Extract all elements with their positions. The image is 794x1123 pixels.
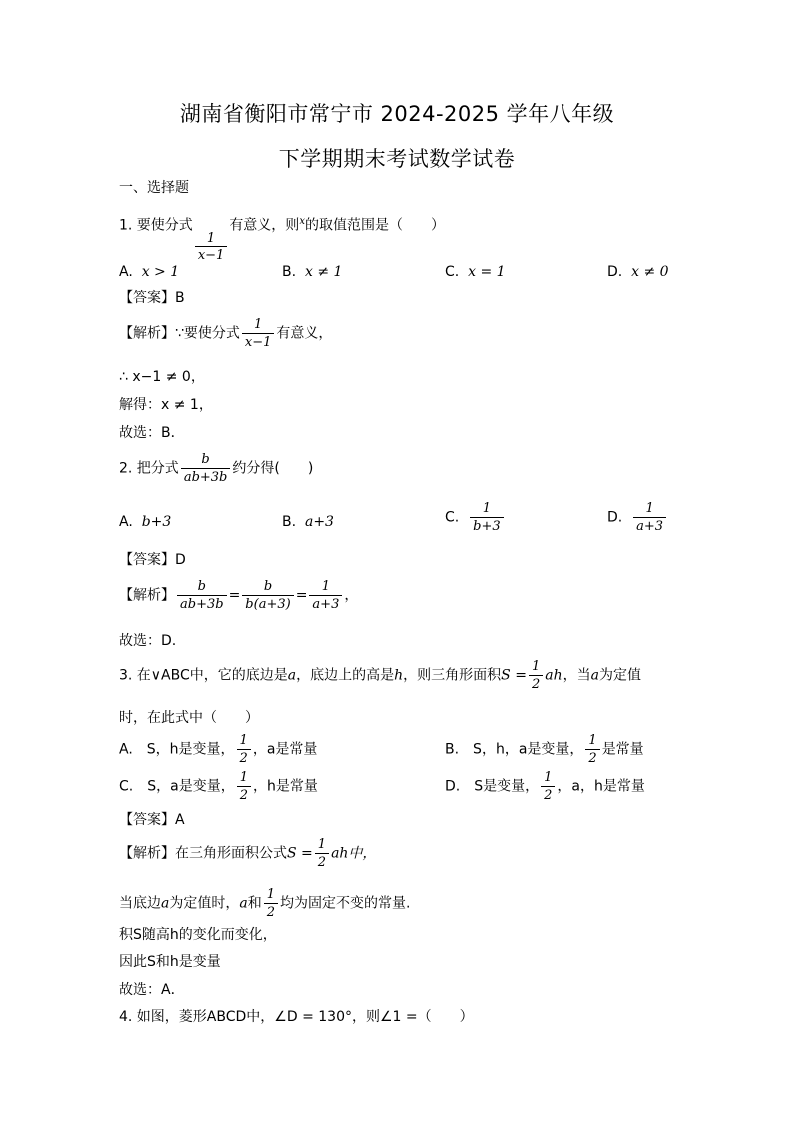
q1-prefix: 1. 要使分式 [119, 217, 193, 234]
q2-analysis: 【解析】 $\frac{b}{ab+3b}$ = $\frac{b}{b(a+3)}$ = $\frac{1}{a+3}$ ， [119, 579, 359, 612]
q3-analysis: 【解析】在三角形面积公式S = $\frac{1}{2}$ ah中， [119, 837, 377, 870]
q3-option-d: D. S是变量， $\frac{1}{2}$ ，a，h是常量 [445, 770, 645, 803]
q1-step-1: ∴ x−1 ≠ 0， [119, 369, 205, 385]
q2-conclusion: 故选：D. [119, 633, 177, 649]
q1-option-c: C. x = 1 [445, 264, 506, 280]
q2-option-a: A. b+3 [119, 514, 172, 530]
section-heading: 一、选择题 [119, 180, 189, 196]
q2-option-b: B. a+3 [282, 514, 334, 530]
question-2: 2. 把分式 $\frac{b}{ab+3b}$ 约分得( ) [119, 452, 314, 485]
q3-option-a: A. S，h是变量， $\frac{1}{2}$ ，a是常量 [119, 733, 318, 766]
q3-step-3: 因此S和h是变量 [119, 954, 221, 970]
question-1: 1. 要使分式 $\frac{1}{x-1}$ 有意义，则$^x$的取值范围是（ ） [119, 216, 445, 264]
question-3-line-1: 3. 在∨ABC中，它的底边是a，底边上的高是h，则三角形面积S = $\frac{1}{2}$ ah，当a为定值 [119, 659, 641, 692]
question-3-line-2: 时，在此式中（ ） [119, 710, 259, 726]
exam-title-line2: 下学期期末考试数学试卷 [278, 147, 516, 171]
q1-conclusion: 故选：B． [119, 425, 185, 441]
q2-option-d: D. $\frac{1}{a+3}$ [607, 502, 668, 533]
question-4: 4. 如图，菱形ABCD中，∠D = 130°，则∠1 =（ ） [119, 1009, 474, 1025]
q3-step-1: 当底边a为定值时，a和 $\frac{1}{2}$ 均为固定不变的常量. [119, 887, 411, 920]
q3-conclusion: 故选：A． [119, 982, 185, 998]
q3-answer: 【答案】A [119, 812, 185, 828]
q3-option-c: C. S，a是变量， $\frac{1}{2}$ ，h是常量 [119, 770, 318, 803]
q1-option-d: D. x ≠ 0 [607, 264, 669, 280]
q1-option-a: A. x > 1 [119, 264, 180, 280]
q1-answer: 【答案】B [119, 290, 185, 306]
q2-answer: 【答案】D [119, 552, 186, 568]
q2-option-c: C. $\frac{1}{b+3}$ [445, 502, 506, 533]
q2-fraction: $\frac{b}{ab+3b}$ [181, 453, 231, 484]
q1-option-b: B. x ≠ 1 [282, 264, 343, 280]
exam-title-line1: 湖南省衡阳市常宁市 2024-2025 学年八年级 [179, 102, 615, 126]
q1-analysis: 【解析】∵要使分式 $\frac{1}{x-1}$ 有意义， [119, 317, 333, 350]
q3-option-b: B. S，h，a是变量， $\frac{1}{2}$ 是常量 [445, 733, 644, 766]
q1-fraction: $\frac{1}{x-1}$ [195, 232, 228, 263]
q3-step-2: 积S随高h的变化而变化， [119, 927, 277, 943]
q1-step-2: 解得：x ≠ 1， [119, 397, 213, 413]
